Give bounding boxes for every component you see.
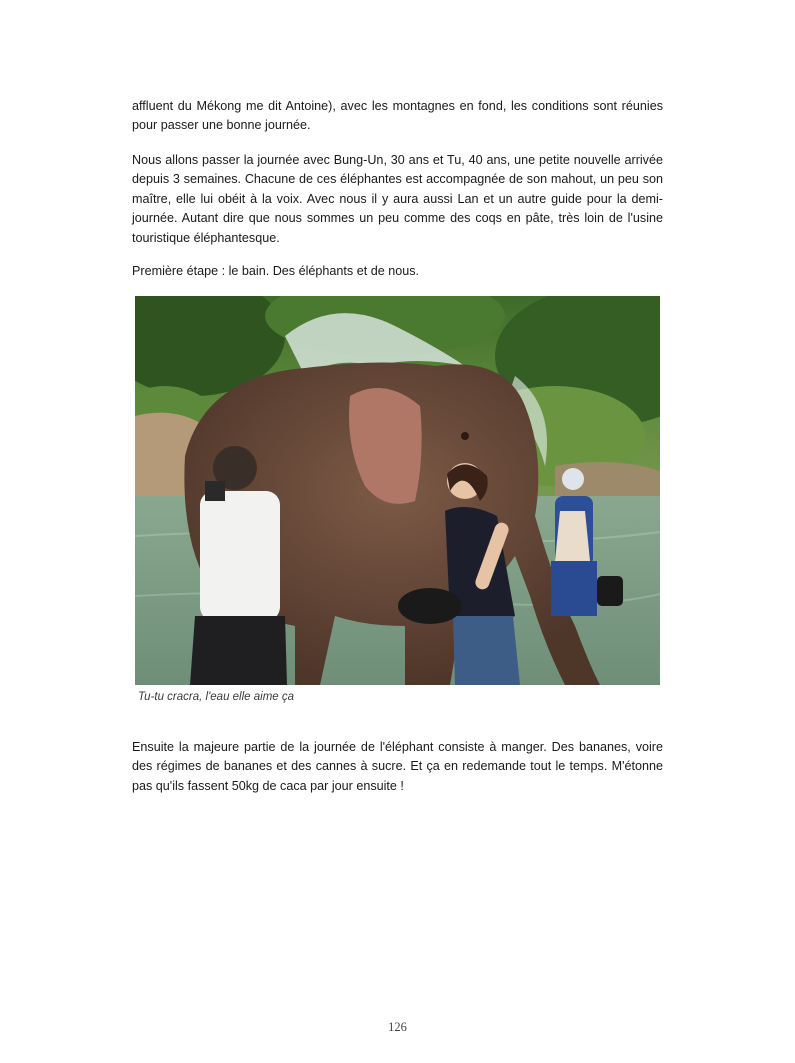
paragraph-1: affluent du Mékong me dit Antoine), avec les montagnes en fond, les conditions sont réunies pour passer une bonne journée. xyxy=(132,99,663,133)
photo-caption: Tu-tu cracra, l'eau elle aime ça xyxy=(138,691,295,703)
page-number: 126 xyxy=(388,1020,407,1034)
elephant-bath-photo xyxy=(135,296,660,685)
paragraph-2: Nous allons passer la journée avec Bung-Un, 30 ans et Tu, 40 ans, une petite nouvelle arrivée depuis 3 semaines. Chacune de ces éléphantes est accompagnée de son mahout, un peu son maître, elle lui obéit à la voix. Avec nous il y aura aussi Lan et un autre guide pour la demi-journée. Autant dire que nous sommes un peu comme des coqs en pâte, très loin de l'usine touristique éléphantesque. xyxy=(132,153,663,245)
paragraph-4: Ensuite la majeure partie de la journée de l'éléphant consiste à manger. Des bananes, voire des régimes de bananes et des cannes à sucre. Et ça en redemande tout le temps. M'étonne pas qu'ils fassent 50kg de caca par jour ensuite ! xyxy=(132,740,663,793)
paragraph-3: Première étape : le bain. Des éléphants et de nous. xyxy=(132,264,420,278)
